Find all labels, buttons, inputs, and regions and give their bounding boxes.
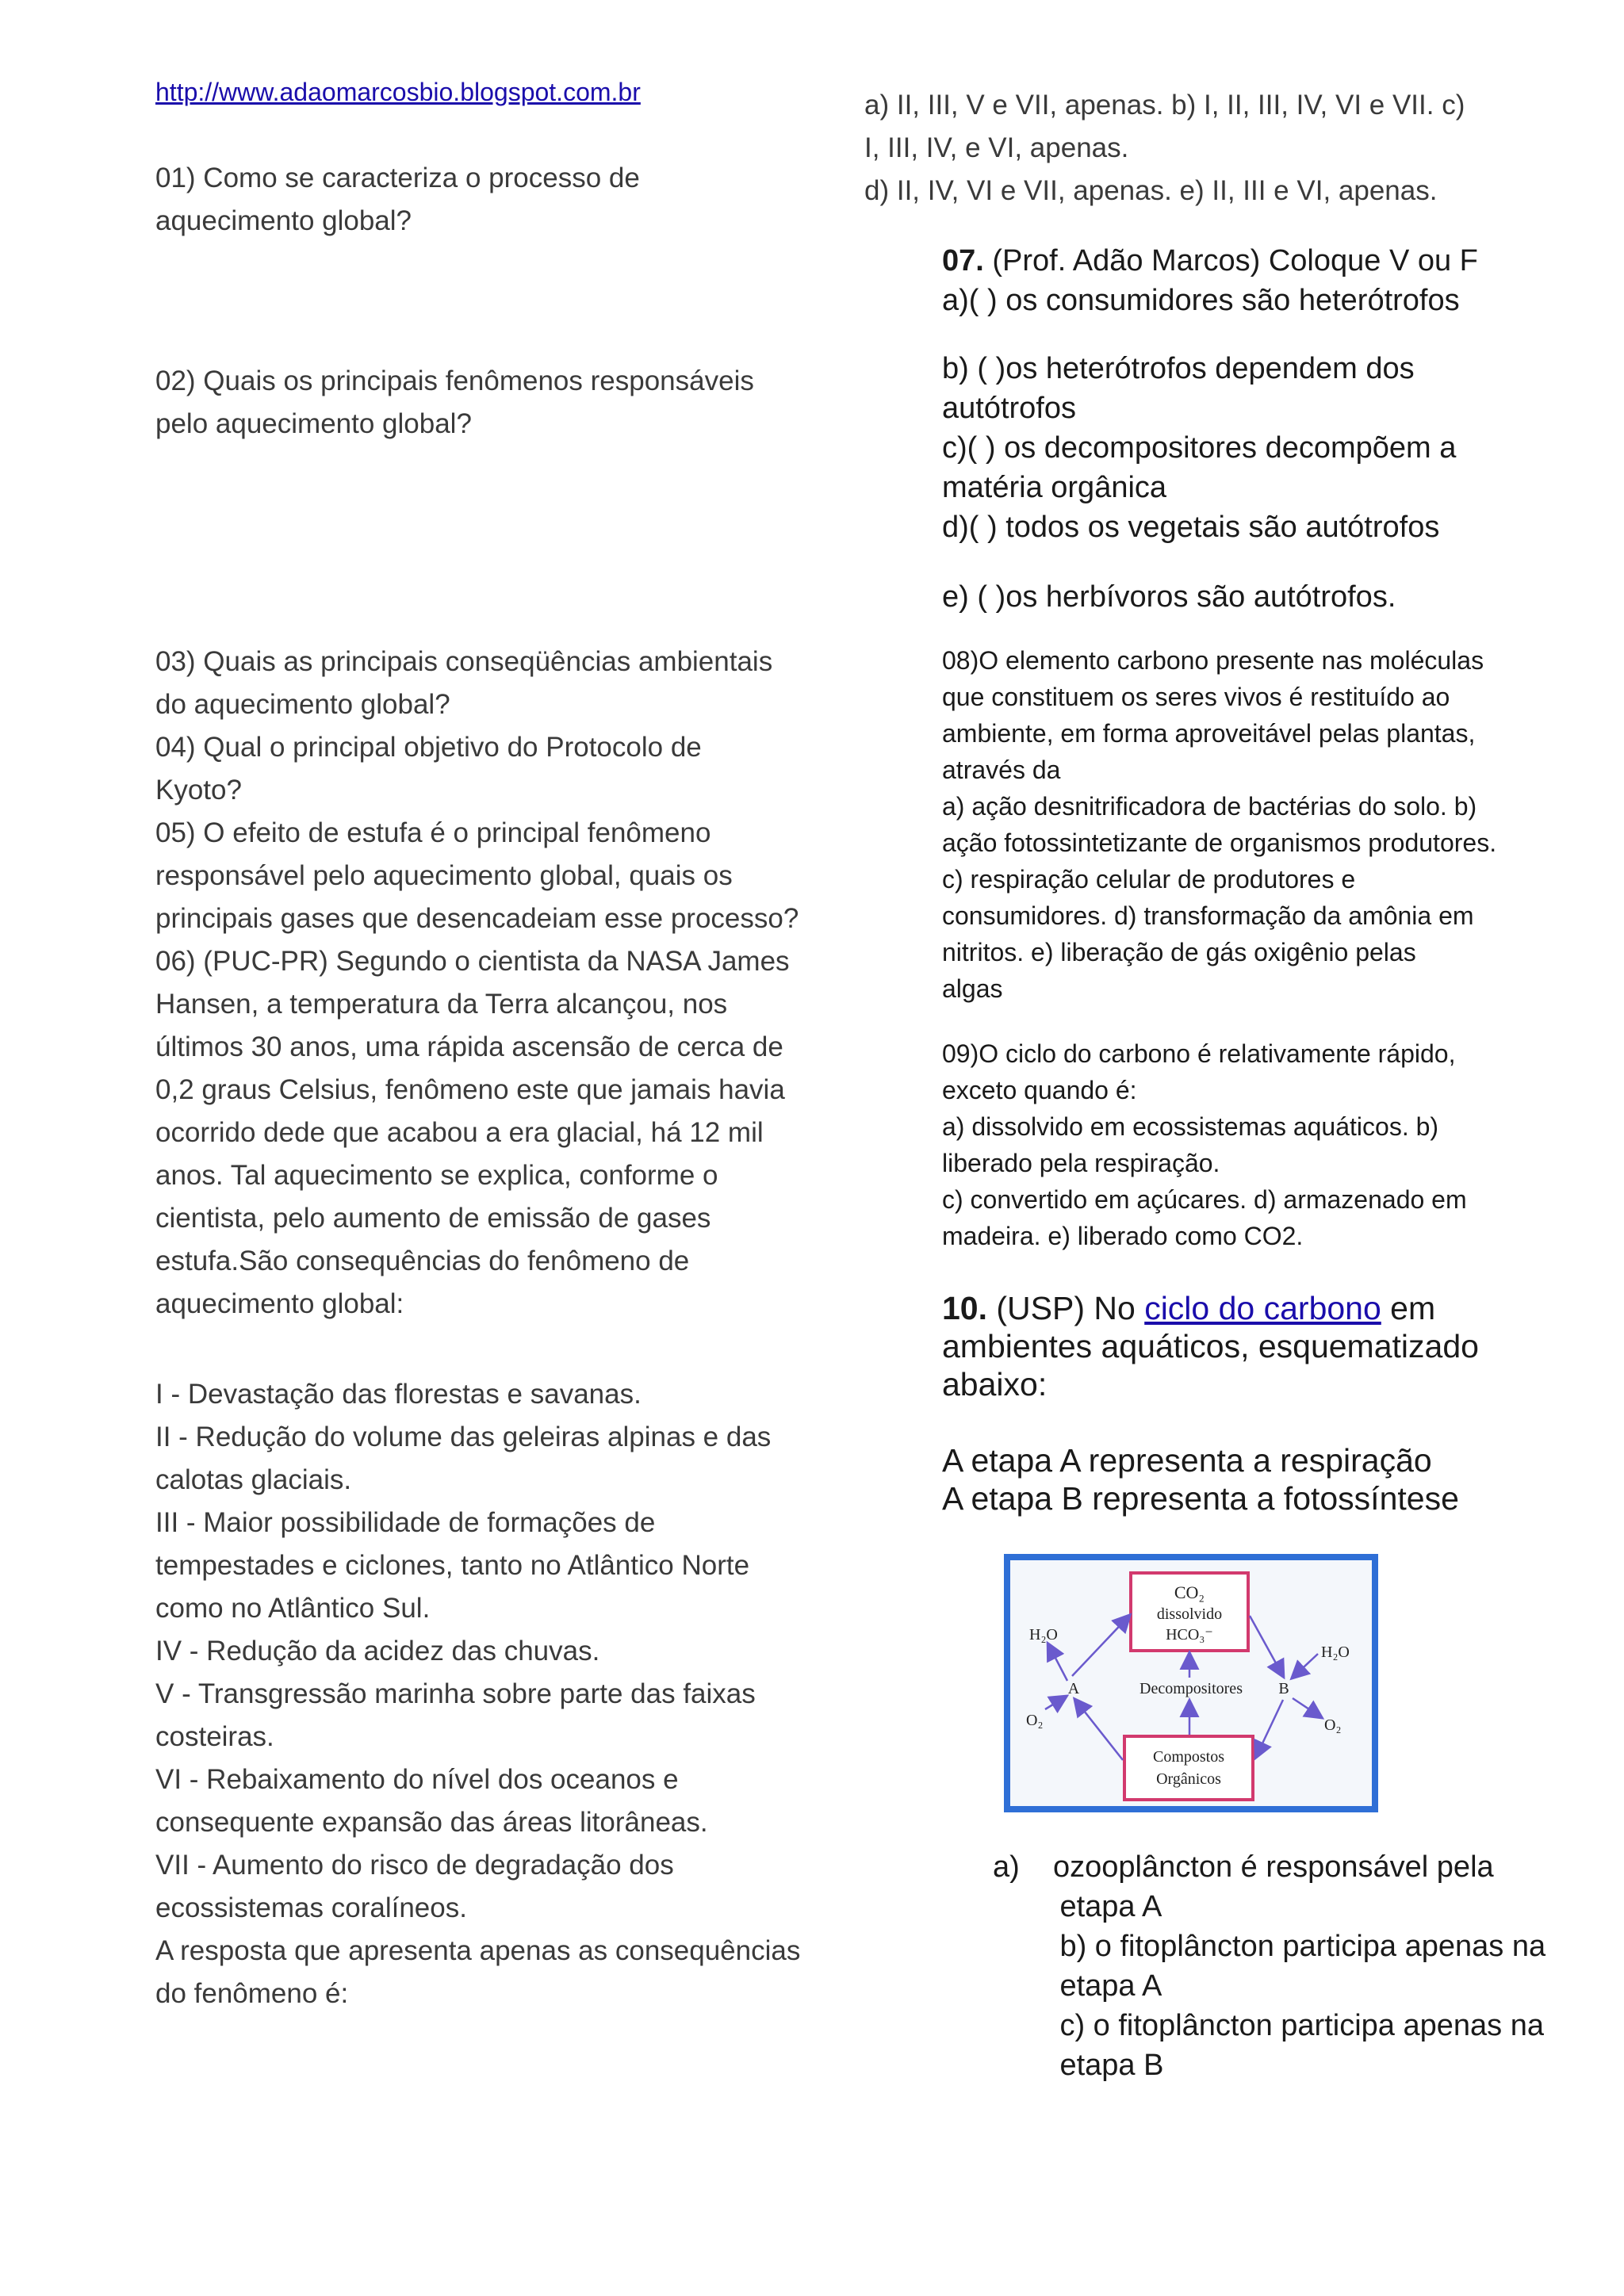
answer-c: c) o fitoplâncton participa apenas na — [993, 2009, 1544, 2042]
text-line: Kyoto? — [155, 775, 242, 806]
question-10-answers — [993, 1847, 1545, 2085]
o2-right-label: O₂ — [1324, 1716, 1342, 1734]
text-line: IV - Redução da acidez das chuvas. — [155, 1636, 600, 1667]
h2o-left-label: H₂O — [1029, 1626, 1058, 1644]
text-line: ecossistemas coralíneos. — [155, 1892, 467, 1923]
text-line: últimos 30 anos, uma rápida ascensão de cerca de — [155, 1031, 783, 1062]
text-line: d) II, IV, VI e VII, apenas. e) II, III e VI, apenas. — [864, 175, 1438, 206]
text-line: cientista, pelo aumento de emissão de gases — [155, 1203, 711, 1234]
text-line: tempestades e ciclones, tanto no Atlântico Norte — [155, 1550, 750, 1581]
text-line: 09)O ciclo do carbono é relativamente rápido, — [942, 1039, 1456, 1068]
question-07-title: 07. (Prof. Adão Marcos) Coloque V ou F — [942, 244, 1478, 277]
text-line: a) II, III, V e VII, apenas. b) I, II, III, IV, VI e VII. c) — [864, 90, 1465, 121]
organic-compounds-box — [1124, 1736, 1253, 1800]
text-line: nitritos. e) liberação de gás oxigênio pelas — [942, 938, 1416, 966]
question-01 — [155, 157, 640, 243]
text-line: I, III, IV, e VI, apenas. — [864, 132, 1129, 163]
step-a-text: A etapa A representa a respiração — [942, 1442, 1432, 1479]
text-line: algas — [942, 974, 1003, 1003]
text-line: como no Atlântico Sul. — [155, 1593, 431, 1624]
question-07-c: c)( ) os decompositores decompõem a — [942, 431, 1457, 465]
question-07-a: a)( ) os consumidores são heterótrofos — [942, 284, 1460, 317]
organicos-label: Orgânicos — [1156, 1770, 1221, 1788]
text-line: V - Transgressão marinha sobre parte das faixas — [155, 1678, 756, 1709]
text-line: II - Redução do volume das geleiras alpinas e das — [155, 1422, 772, 1452]
text-line: c) convertido em açúcares. d) armazenado em — [942, 1185, 1467, 1214]
hco3-label: HCO₃⁻ — [1166, 1626, 1213, 1644]
text-line: matéria orgânica — [942, 471, 1167, 504]
text-line: ocorrido dede que acabou a era glacial, há 12 mil — [155, 1117, 764, 1148]
question-07 — [942, 241, 1478, 320]
step-b-label: B — [1278, 1680, 1289, 1697]
h2o-right-label: H₂O — [1321, 1644, 1350, 1661]
text-line: do aquecimento global? — [155, 689, 450, 720]
questions-03-06 — [155, 641, 799, 1326]
step-a-label: A — [1067, 1680, 1080, 1697]
answer-b: b) o fitoplâncton participa apenas na — [993, 1930, 1546, 1963]
text-line: aquecimento global: — [155, 1288, 404, 1319]
text-line: responsável pelo aquecimento global, quais os — [155, 860, 733, 891]
text-line: etapa A — [993, 1890, 1162, 1923]
dissolvido-label: dissolvido — [1156, 1605, 1223, 1623]
text-line: 02) Quais os principais fenômenos responsáveis — [155, 365, 754, 396]
text-line: estufa.São consequências do fenômeno de — [155, 1246, 690, 1276]
text-line: a) dissolvido em ecossistemas aquáticos. b) — [942, 1112, 1439, 1141]
text-line: ação fotossintetizante de organismos produtores. — [942, 828, 1497, 857]
question-09 — [942, 1035, 1467, 1254]
text-line: calotas glaciais. — [155, 1464, 352, 1495]
text-line: 04) Qual o principal objetivo do Protocolo de — [155, 732, 702, 763]
text-line: exceto quando é: — [942, 1076, 1137, 1104]
text-line: A resposta que apresenta apenas as consequências — [155, 1935, 801, 1966]
text-line: 05) O efeito de estufa é o principal fenômeno — [155, 817, 711, 848]
text-line: I - Devastação das florestas e savanas. — [155, 1379, 642, 1410]
text-line: consumidores. d) transformação da amônia em — [942, 901, 1474, 930]
text-line: anos. Tal aquecimento se explica, conforme o — [155, 1160, 718, 1191]
text-line: ambiente, em forma aproveitável pelas plantas, — [942, 719, 1476, 748]
answer-a: a) ozooplâncton é responsável pela — [993, 1850, 1494, 1884]
text-line: 0,2 graus Celsius, fenômeno este que jamais havia — [155, 1074, 785, 1105]
text-line: principais gases que desencadeiam esse processo? — [155, 903, 799, 934]
source-link[interactable]: http://www.adaomarcosbio.blogspot.com.br — [155, 78, 641, 106]
text-line: VII - Aumento do risco de degradação dos — [155, 1850, 674, 1881]
question-07-bcd — [942, 349, 1456, 547]
text-line: costeiras. — [155, 1721, 274, 1752]
text-line: madeira. e) liberado como CO2. — [942, 1222, 1304, 1250]
text-line: etapa B — [993, 2049, 1164, 2082]
text-line: a) ação desnitrificadora de bactérias do solo. b) — [942, 792, 1477, 821]
question-06-items — [155, 1373, 800, 2015]
carbon-cycle-diagram — [1004, 1554, 1378, 1812]
text-line: pelo aquecimento global? — [155, 408, 472, 439]
text-line: III - Maior possibilidade de formações de — [155, 1507, 656, 1538]
text-line: consequente expansão das áreas litorâneas. — [155, 1807, 708, 1838]
text-line: VI - Rebaixamento do nível dos oceanos e — [155, 1764, 679, 1795]
question-07-e — [942, 577, 1396, 617]
text-line: 08)O elemento carbono presente nas moléculas — [942, 646, 1484, 675]
text-line: e) ( )os herbívoros são autótrofos. — [942, 580, 1396, 614]
carbon-cycle-link[interactable]: ciclo do carbono — [1144, 1290, 1381, 1326]
question-06-options — [864, 84, 1465, 212]
text-line: 01) Como se caracteriza o processo de — [155, 163, 640, 193]
text-line: Hansen, a temperatura da Terra alcançou, nos — [155, 989, 728, 1020]
text-line: através da — [942, 756, 1061, 784]
text-line: que constituem os seres vivos é restituído ao — [942, 683, 1450, 711]
step-b-text: A etapa B representa a fotossíntese — [942, 1480, 1459, 1517]
question-10 — [942, 1289, 1479, 1517]
compostos-label: Compostos — [1152, 1748, 1225, 1766]
o2-left-label: O₂ — [1026, 1712, 1044, 1729]
text-line: etapa A — [993, 1969, 1162, 2003]
co2-label: CO₂ — [1174, 1582, 1205, 1602]
text-line: autótrofos — [942, 392, 1076, 425]
question-07-b: b) ( )os heterótrofos dependem dos — [942, 352, 1415, 385]
text-line: aquecimento global? — [155, 205, 412, 236]
text-line: 03) Quais as principais conseqüências ambientais — [155, 646, 773, 677]
text-line: do fenômeno é: — [155, 1978, 349, 2009]
decompositores-label: Decompositores — [1139, 1680, 1243, 1697]
text-line: ambientes aquáticos, esquematizado — [942, 1328, 1479, 1364]
text-line: abaixo: — [942, 1366, 1048, 1402]
question-10-title: 10. (USP) No ciclo do carbono em — [942, 1290, 1436, 1326]
text-line: 06) (PUC-PR) Segundo o cientista da NASA James — [155, 946, 790, 977]
text-line: c) respiração celular de produtores e — [942, 865, 1356, 894]
text-line: liberado pela respiração. — [942, 1149, 1220, 1177]
question-08 — [942, 642, 1496, 1007]
question-02 — [155, 360, 754, 446]
question-07-d: d)( ) todos os vegetais são autótrofos — [942, 511, 1440, 544]
